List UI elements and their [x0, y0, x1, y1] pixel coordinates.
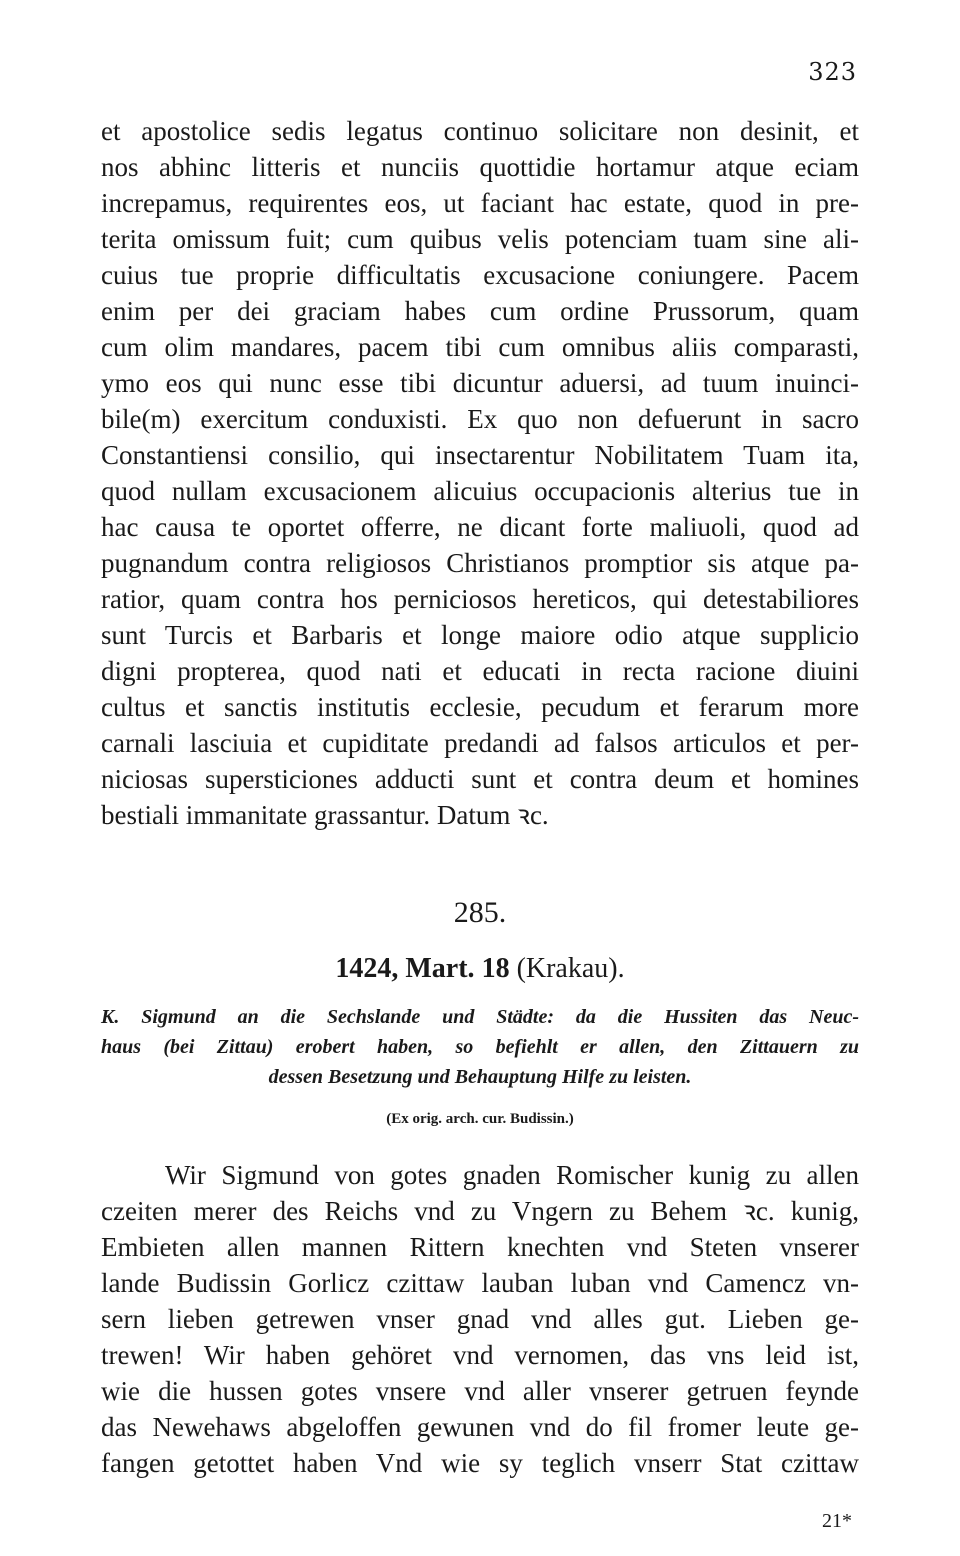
text-line: quod nullam excusacionem alicuius occupacionis alterius tue in [101, 476, 859, 506]
regest-line: haus (bei Zittau) erobert haben, so befiehlt er allen, den Zittauern zu [101, 1036, 859, 1058]
text-line: Constantiensi consilio, qui insectarentur Nobilitatem Tuam ita, [101, 440, 859, 470]
text-line: digni propterea, quod nati et educati in recta racione diuini [101, 656, 859, 686]
text-line: Embieten allen mannen Rittern knechten vnd Steten vnserer [101, 1232, 859, 1262]
document-regest [101, 1002, 859, 1092]
text-line: cultus et sanctis institutis ecclesie, pecudum et ferarum more [101, 692, 859, 722]
date-place: (Krakau). [516, 953, 625, 984]
regest-line: K. Sigmund an die Sechslande und Städte: da die Hussiten das Neuc- [101, 1006, 859, 1028]
text-line: sunt Turcis et Barbaris et longe maiore odio atque supplicio [101, 620, 859, 650]
text-line: sern lieben getrewen vnser gnad vnd alles gut. Lieben ge- [101, 1304, 859, 1334]
text-line: czeiten merer des Reichs vnd zu Vngern zu Behem ꝛc. kunig, [101, 1196, 859, 1226]
text-line: carnali lasciuia et cupiditate predandi ad falsos articulos et per- [101, 728, 859, 758]
text-line: cum olim mandares, pacem tibi cum omnibus aliis comparasti, [101, 332, 859, 362]
date-month: Mart. [405, 953, 475, 984]
source-citation: (Ex orig. arch. cur. Budissin.) [386, 1111, 574, 1127]
letter-continuation-paragraph [101, 113, 859, 833]
text-line: cuius tue proprie difficultatis excusacione coniungere. Pacem [101, 260, 859, 290]
text-line: pugnandum contra religiosos Christianos promptior sis atque pa- [101, 548, 859, 578]
document-number: 285. [453, 896, 507, 929]
text-line: wie die hussen gotes vnsere vnd aller vnserer getruen feynde [101, 1376, 859, 1406]
date-year: 1424, [335, 953, 399, 984]
text-line: et apostolice sedis legatus continuo solicitare non desinit, et [101, 116, 859, 146]
text-line: fangen getottet haben Vnd wie sy teglich vnserr Stat czittaw [101, 1448, 859, 1478]
charter-text-paragraph [101, 1157, 859, 1481]
text-line: bile(m) exercitum conduxisti. Ex quo non defuerunt in sacro [101, 404, 859, 434]
regest-line: dessen Besetzung und Behauptung Hilfe zu leisten. [268, 1066, 692, 1088]
text-line: das Newehaws abgeloffen gewunen vnd do fil fromer leute ge- [101, 1412, 859, 1442]
text-line: bestiali immanitate grassantur. Datum ꝛc. [101, 800, 549, 830]
text-line: increpamus, requirentes eos, ut faciant hac estate, quod in pre- [101, 188, 859, 218]
text-line: lande Budissin Gorlicz czittaw lauban luban vnd Camencz vn- [101, 1268, 859, 1298]
text-line: Wir Sigmund von gotes gnaden Romischer kunig zu allen [165, 1160, 859, 1190]
date-day: 18 [481, 953, 510, 984]
printer-signature-mark: 21* [822, 1510, 852, 1532]
text-line: enim per dei graciam habes cum ordine Prussorum, quam [101, 296, 859, 326]
document-date-heading [0, 953, 960, 985]
page-number: 323 [808, 58, 857, 86]
text-line: hac causa te oportet offerre, ne dicant forte maliuoli, quod ad [101, 512, 859, 542]
text-line: terita omissum fuit; cum quibus velis potenciam tuam sine ali- [101, 224, 859, 254]
text-line: nos abhinc litteris et nunciis quottidie hortamur atque eciam [101, 152, 859, 182]
text-line: trewen! Wir haben gehöret vnd vernomen, das vns leid ist, [101, 1340, 859, 1370]
text-line: niciosas supersticiones adducti sunt et contra deum et homines [101, 764, 859, 794]
text-line: ymo eos qui nunc esse tibi dicuntur aduersi, ad tuum inuinci- [101, 368, 859, 398]
text-line: ratior, quam contra hos perniciosos hereticos, qui detestabiliores [101, 584, 859, 614]
